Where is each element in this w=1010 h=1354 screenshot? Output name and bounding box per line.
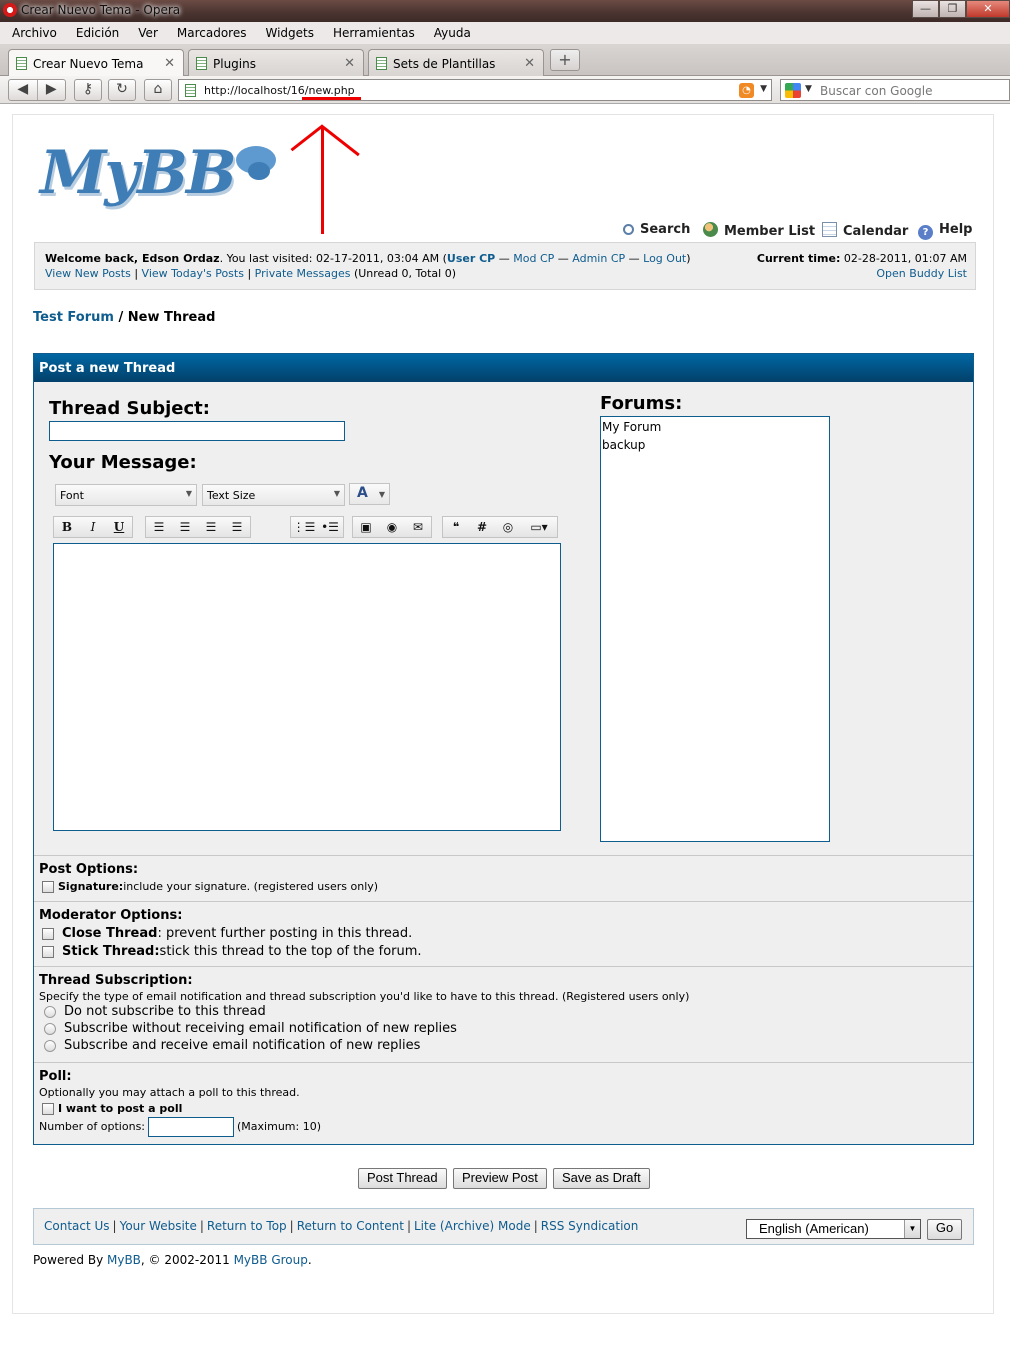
separator: | <box>112 1219 117 1233</box>
subscription-option <box>39 1004 973 1019</box>
close-thread-option <box>39 926 973 941</box>
mod-cp-link[interactable]: Mod CP <box>513 252 555 265</box>
annotation-underline <box>302 97 361 100</box>
moderator-options-title: Moderator Options: <box>39 908 183 923</box>
chevron-down-icon: ▼ <box>333 489 340 498</box>
moderator-options-row <box>34 901 973 966</box>
subscription-option <box>39 1021 973 1036</box>
post-options-row <box>34 855 973 901</box>
pm-counts: (Unread 0, Total 0) <box>350 267 457 280</box>
menu-archivo[interactable]: Archivo <box>12 26 57 40</box>
separator: — <box>625 252 644 265</box>
tab-close-icon[interactable]: ✕ <box>344 56 355 71</box>
close-thread-label: Close Thread <box>62 926 158 941</box>
forum-option[interactable]: backup <box>602 438 646 452</box>
back-arrow-icon[interactable]: ◀ <box>9 80 38 100</box>
breadcrumb-forum-link[interactable]: Test Forum <box>33 310 114 325</box>
annotation-arrow <box>321 128 324 234</box>
toplink-help-label: Help <box>939 222 973 237</box>
chevron-down-icon: ▼ <box>378 490 385 499</box>
search-field[interactable] <box>780 79 1010 101</box>
form-header: Post a new Thread <box>34 354 973 382</box>
current-time <box>757 252 967 265</box>
current-time-label: Current time: <box>756 252 841 265</box>
justify-icon[interactable]: ☰ <box>231 520 243 534</box>
mybb-link[interactable]: MyBB <box>106 1253 141 1267</box>
subscription-row <box>34 966 973 1062</box>
chevron-down-icon: ▼ <box>904 1220 920 1238</box>
calendar-icon <box>822 222 837 237</box>
menu-bar <box>0 22 1010 44</box>
current-time-value: 02-28-2011, 01:07 AM <box>840 252 967 265</box>
breadcrumb <box>33 310 215 325</box>
period: . <box>307 1253 312 1267</box>
menu-ver[interactable]: Ver <box>138 26 158 40</box>
logo-bubble-icon <box>248 162 270 180</box>
separator: | <box>199 1219 204 1233</box>
minimize-button[interactable]: — <box>912 0 939 18</box>
subscription-radio[interactable] <box>44 1023 56 1035</box>
toplink-memberlist-label: Member List <box>724 224 816 239</box>
image-icon[interactable]: ▣ <box>360 520 372 534</box>
return-to-content-link[interactable]: Return to Content <box>296 1219 404 1233</box>
poll-row <box>34 1062 973 1144</box>
view-new-posts-link[interactable]: View New Posts <box>45 267 131 280</box>
italic-button[interactable]: I <box>90 520 96 534</box>
language-go-button[interactable]: Go <box>927 1219 962 1240</box>
powered-by <box>33 1253 312 1267</box>
back-forward-group <box>8 79 66 101</box>
contact-us-link[interactable]: Contact Us <box>44 1219 110 1233</box>
signature-option <box>39 880 973 893</box>
menu-edicion[interactable]: Edición <box>75 26 120 40</box>
subscription-option <box>39 1038 973 1053</box>
tab-sets-de-plantillas[interactable] <box>368 49 544 76</box>
welcome-line <box>45 252 691 265</box>
help-icon: ? <box>918 225 933 240</box>
close-thread-checkbox[interactable] <box>42 928 54 940</box>
toplink-calendar-label: Calendar <box>843 224 909 239</box>
poll-num-label: Number of options: <box>39 1120 146 1133</box>
align-left-icon[interactable]: ☰ <box>153 520 165 534</box>
chevron-down-icon: ▼ <box>185 489 192 498</box>
stick-thread-checkbox[interactable] <box>42 946 54 958</box>
page-icon <box>376 57 387 70</box>
home-icon[interactable]: ⌂ <box>144 79 172 101</box>
lite-archive-link[interactable]: Lite (Archive) Mode <box>414 1219 531 1233</box>
view-todays-posts-link[interactable]: View Today's Posts <box>141 267 244 280</box>
poll-max-text: (Maximum: 10) <box>237 1120 321 1133</box>
page-icon <box>16 57 27 70</box>
search-placeholder: Buscar con Google <box>820 84 933 98</box>
toplink-search-label: Search <box>640 222 691 237</box>
page-icon <box>185 84 196 97</box>
tab-label: Crear Nuevo Tema <box>33 57 144 71</box>
tab-bar <box>0 44 1010 76</box>
bold-button[interactable]: B <box>61 520 73 534</box>
rss-syndication-link[interactable]: RSS Syndication <box>540 1219 639 1233</box>
poll-option <box>39 1102 973 1115</box>
subscription-option-label: Subscribe and receive email notification of new replies <box>64 1038 421 1053</box>
post-thread-button[interactable]: Post Thread <box>358 1168 447 1189</box>
window-title: Crear Nuevo Tema - Opera <box>21 3 181 17</box>
logout-link[interactable]: Log Out <box>643 252 687 265</box>
toplink-calendar[interactable] <box>822 222 908 239</box>
poll-options-input[interactable] <box>148 1117 234 1137</box>
forum-option[interactable]: My Forum <box>602 420 662 434</box>
separator: | <box>243 267 255 280</box>
format-group <box>53 516 133 538</box>
tab-crear-nuevo-tema[interactable] <box>8 49 184 77</box>
buddy-list <box>876 267 967 280</box>
toplink-memberlist[interactable] <box>703 222 815 239</box>
search-engine-dropdown-icon[interactable]: ▼ <box>805 84 812 94</box>
close-thread-text: : prevent further posting in this thread. <box>157 926 413 941</box>
menu-ayuda[interactable]: Ayuda <box>433 26 471 40</box>
language-value: English (American) <box>759 1221 869 1236</box>
tab-plugins[interactable] <box>188 49 364 76</box>
email-icon[interactable]: ✉ <box>412 520 424 534</box>
poll-checkbox[interactable] <box>42 1103 54 1115</box>
text-size-select[interactable] <box>202 484 345 506</box>
text-size-label: Text Size <box>207 489 256 502</box>
unordered-list-icon[interactable]: •☰ <box>321 520 339 534</box>
last-visit-text: . You last visited: 02-17-2011, 03:04 AM ( <box>219 252 447 265</box>
stick-thread-label: Stick Thread: <box>62 944 160 959</box>
tab-close-icon[interactable]: ✕ <box>164 56 175 71</box>
separator: | <box>289 1219 294 1233</box>
tab-label: Plugins <box>213 57 256 71</box>
poll-desc: Optionally you may attach a poll to this thread. <box>39 1086 300 1099</box>
align-center-icon[interactable]: ☰ <box>179 520 191 534</box>
save-draft-button[interactable]: Save as Draft <box>553 1168 650 1189</box>
thread-subject-label: Thread Subject: <box>49 398 210 419</box>
stick-thread-text: stick this thread to the top of the forum. <box>159 944 422 959</box>
align-right-icon[interactable]: ☰ <box>205 520 217 534</box>
close-window-button[interactable]: ✕ <box>966 0 1010 18</box>
return-to-top-link[interactable]: Return to Top <box>206 1219 287 1233</box>
list-group <box>290 516 344 538</box>
admin-cp-link[interactable]: Admin CP <box>572 252 626 265</box>
poll-title: Poll: <box>39 1069 72 1084</box>
rss-feed-icon[interactable]: ◔ <box>739 83 754 98</box>
maximize-button[interactable]: ❐ <box>939 0 966 18</box>
tab-label: Sets de Plantillas <box>393 57 496 71</box>
thread-subject-input[interactable] <box>49 421 345 441</box>
video-icon[interactable]: ▭▾ <box>530 520 548 534</box>
subscription-title: Thread Subscription: <box>39 973 193 988</box>
reload-icon[interactable]: ↻ <box>108 79 136 101</box>
google-icon[interactable] <box>785 83 801 98</box>
address-bar[interactable] <box>178 79 772 101</box>
quick-links <box>45 267 456 280</box>
post-options-title: Post Options: <box>39 862 139 877</box>
menu-herramientas[interactable]: Herramientas <box>332 26 415 40</box>
footer <box>33 1208 974 1245</box>
powered-prefix: Powered By <box>33 1253 107 1267</box>
text-color-button[interactable] <box>349 483 390 505</box>
signature-checkbox[interactable] <box>42 881 54 893</box>
your-message-label: Your Message: <box>49 452 197 473</box>
separator: | <box>406 1219 411 1233</box>
quote-icon[interactable]: ❝ <box>452 520 460 534</box>
private-messages-link[interactable]: Private Messages <box>254 267 351 280</box>
code-button[interactable]: # <box>476 520 488 534</box>
toplink-help[interactable] <box>918 222 972 240</box>
poll-options-count <box>39 1117 973 1137</box>
align-group <box>145 516 251 538</box>
search-icon <box>623 224 634 235</box>
address-url[interactable]: http://localhost/16/new.php <box>204 84 355 97</box>
subscription-radio[interactable] <box>44 1040 56 1052</box>
address-dropdown-icon[interactable]: ▼ <box>760 84 767 94</box>
copyright-text: , © 2002-2011 <box>140 1253 234 1267</box>
welcome-greeting: Welcome back, Edson Ordaz <box>45 252 220 265</box>
mybb-group-link[interactable]: MyBB Group <box>233 1253 308 1267</box>
forward-arrow-icon[interactable]: ▶ <box>45 81 57 97</box>
subscription-desc: Specify the type of email notification and thread subscription you'd like to have to this thread. (Registered users only) <box>39 990 690 1003</box>
forums-listbox[interactable] <box>600 416 830 842</box>
underline-button[interactable]: U <box>113 520 125 534</box>
close-paren: ) <box>686 252 691 265</box>
signature-text: include your signature. (registered users only) <box>123 880 379 893</box>
language-select[interactable] <box>746 1219 921 1239</box>
mybb-logo[interactable]: MyBB <box>40 138 235 208</box>
welcome-panel <box>34 242 976 290</box>
forums-label: Forums: <box>600 393 683 414</box>
window-titlebar <box>0 0 1010 22</box>
open-buddy-list-link[interactable]: Open Buddy List <box>876 267 967 280</box>
separator: | <box>130 267 142 280</box>
text-color-icon: A <box>357 485 368 501</box>
insert-group <box>352 516 432 538</box>
your-website-link[interactable]: Your Website <box>119 1219 197 1233</box>
footer-links <box>44 1219 638 1233</box>
subscription-radio[interactable] <box>44 1006 56 1018</box>
window-controls <box>912 0 1010 18</box>
font-select-label: Font <box>60 489 84 502</box>
user-cp-link[interactable]: User CP <box>446 252 496 265</box>
navigation-bar <box>0 76 1010 104</box>
menu-widgets[interactable]: Widgets <box>265 26 314 40</box>
poll-checkbox-label: I want to post a poll <box>58 1102 183 1115</box>
ordered-list-icon[interactable]: ⋮☰ <box>292 520 316 534</box>
subscription-option-label: Subscribe without receiving email notification of new replies <box>64 1021 457 1036</box>
stick-thread-option <box>39 944 973 959</box>
signature-label: Signature: <box>58 880 124 893</box>
link-icon[interactable]: ◉ <box>386 520 398 534</box>
toplink-search[interactable] <box>623 222 690 237</box>
separator: | <box>533 1219 538 1233</box>
message-textarea[interactable] <box>53 543 561 831</box>
key-icon[interactable]: ⚷ <box>74 79 102 101</box>
subscription-option-label: Do not subscribe to this thread <box>64 1004 266 1019</box>
breadcrumb-separator: / <box>113 310 128 325</box>
new-tab-button[interactable]: + <box>550 49 580 71</box>
tab-close-icon[interactable]: ✕ <box>524 56 535 71</box>
font-select[interactable] <box>55 484 197 506</box>
separator: — <box>495 252 514 265</box>
opera-logo-icon[interactable] <box>3 3 17 17</box>
extra-group <box>442 516 558 538</box>
new-thread-form <box>33 353 974 1145</box>
menu-marcadores[interactable]: Marcadores <box>176 26 247 40</box>
separator: — <box>554 252 573 265</box>
breadcrumb-current: New Thread <box>127 310 216 325</box>
preview-post-button[interactable]: Preview Post <box>453 1168 547 1189</box>
members-icon <box>703 222 718 237</box>
php-icon[interactable]: ◎ <box>502 520 514 534</box>
page-icon <box>196 57 207 70</box>
